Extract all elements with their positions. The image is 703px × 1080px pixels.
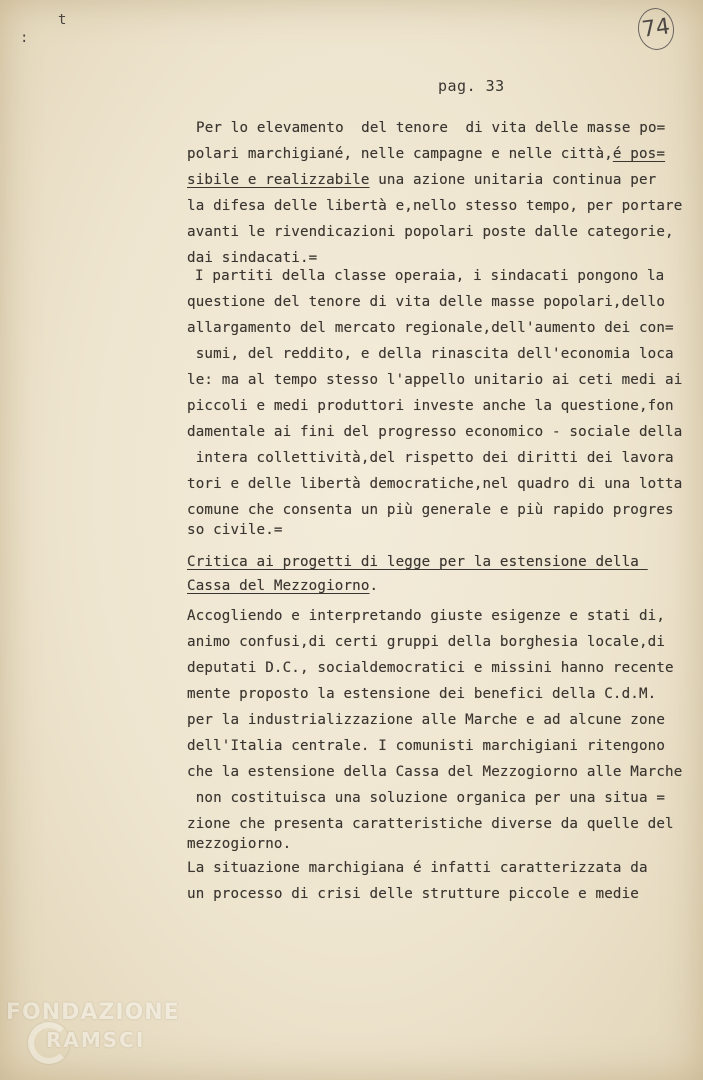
text-line [187, 788, 665, 808]
fondazione-gramsci-watermark [6, 1000, 178, 1072]
text-segment: per la industrializzazione alle Marche e ad alcune zone [187, 712, 666, 728]
text-line [187, 658, 674, 678]
text-line [187, 762, 682, 782]
text-line [187, 474, 682, 494]
text-line [187, 170, 656, 190]
text-segment: mente proposto la estensione dei benefici della C.d.M. [187, 686, 657, 702]
text-segment: I partiti della classe operaia, i sindacati pongono la [195, 268, 665, 284]
text-line [187, 684, 656, 704]
text-segment: sumi, del reddito, e della rinascita dell'economia loca [187, 346, 674, 362]
text-segment: La situazione marchigiana é infatti caratterizzata da [187, 860, 648, 876]
text-line [196, 118, 665, 138]
text-line [187, 448, 674, 468]
margin-mark-side: : [20, 30, 29, 46]
text-line [187, 370, 682, 390]
text-segment: so civile.= [187, 522, 283, 538]
underlined-text-segment: Critica ai progetti di legge per la estensione della [187, 554, 648, 570]
text-segment: Accogliendo e interpretando giuste esigenze e stati di, [187, 608, 666, 624]
text-line [187, 884, 639, 904]
text-segment: damentale ai fini del progresso economico - sociale della [187, 424, 683, 440]
text-line [187, 196, 682, 216]
text-line [187, 576, 378, 596]
watermark-line-1: FONDAZIONE [6, 1000, 180, 1025]
text-line [187, 222, 674, 242]
text-segment: polari marchigiané, nelle campagne e nelle città, [187, 146, 613, 162]
page-number: pag. 33 [438, 77, 505, 95]
text-line [187, 814, 674, 834]
text-line [187, 500, 674, 520]
text-segment: piccoli e medi produttori investe anche la questione,fon [187, 398, 674, 414]
text-segment: intera collettività,del rispetto dei diritti dei lavora [187, 450, 674, 466]
text-segment: animo confusi,di certi gruppi della borghesia locale,di [187, 634, 666, 650]
text-segment: mezzogiorno. [187, 836, 292, 852]
text-segment: zione che presenta caratteristiche diverse da quelle del [187, 816, 674, 832]
handwritten-archive-number: 74 [635, 6, 676, 53]
text-segment: che la estensione della Cassa del Mezzogiorno alle Marche [187, 764, 683, 780]
underlined-text-segment: sibile e realizzabile [187, 172, 370, 188]
text-line [195, 266, 664, 286]
underlined-text-segment: é pos= [612, 146, 666, 162]
underlined-text-segment: Cassa del Mezzogiorno [187, 578, 370, 594]
text-segment: comune che consenta un più generale e più rapido progres [187, 502, 674, 518]
text-segment: avanti le rivendicazioni popolari poste dalle categorie, [187, 224, 674, 240]
text-segment: questione del tenore di vita delle masse popolari,dello [187, 294, 666, 310]
text-segment: la difesa delle libertà e,nello stesso tempo, per portare [187, 198, 683, 214]
text-line [187, 292, 665, 312]
text-segment: una azione unitaria continua per [369, 172, 657, 188]
text-segment: Per lo elevamento del tenore di vita delle masse po= [196, 120, 666, 136]
text-line [187, 344, 674, 364]
text-line [187, 520, 283, 540]
text-line [187, 422, 682, 442]
text-line [187, 858, 648, 878]
margin-mark-top: t [58, 12, 67, 28]
text-segment: tori e delle libertà democratiche,nel quadro di una lotta [187, 476, 683, 492]
text-line [187, 144, 665, 164]
text-segment: un processo di crisi delle strutture piccole e medie [187, 886, 639, 902]
text-line [187, 632, 665, 652]
watermark-line-2: RAMSCI [46, 1028, 146, 1052]
text-segment: deputati D.C., socialdemocratici e missini hanno recente [187, 660, 674, 676]
text-line [187, 552, 648, 572]
text-line [187, 710, 665, 730]
text-segment: dai sindacati.= [187, 250, 318, 266]
text-line [187, 736, 665, 756]
text-segment: dell'Italia centrale. I comunisti marchigiani ritengono [187, 738, 666, 754]
text-line [187, 318, 674, 338]
text-line [187, 396, 674, 416]
text-line [187, 834, 291, 854]
text-line [187, 606, 665, 626]
text-segment: le: ma al tempo stesso l'appello unitario ai ceti medi ai [187, 372, 683, 388]
text-segment: allargamento del mercato regionale,dell'aumento dei con= [187, 320, 674, 336]
text-segment: non costituisca una soluzione organica per una situa = [187, 790, 666, 806]
text-line [187, 248, 317, 268]
text-segment: . [369, 578, 379, 594]
